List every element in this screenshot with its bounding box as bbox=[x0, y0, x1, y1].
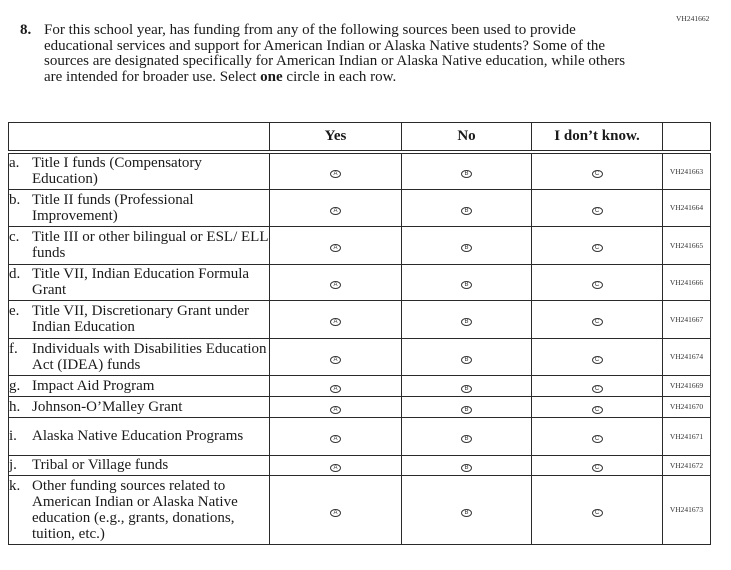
radio-bubble-a[interactable]: A bbox=[330, 406, 341, 414]
row-letter: f. bbox=[9, 340, 18, 357]
row-text: Title III or other bilingual or ESL/ ELL funds bbox=[32, 229, 268, 261]
row-variable-id: VH241670 bbox=[663, 396, 711, 417]
row-label bbox=[9, 226, 270, 264]
radio-bubble-b[interactable]: B bbox=[461, 207, 472, 215]
row-label-wrap bbox=[9, 399, 269, 415]
form-variable-id: VH241662 bbox=[676, 14, 710, 23]
radio-bubble-a[interactable]: A bbox=[330, 207, 341, 215]
table-row bbox=[9, 189, 711, 226]
radio-bubble-b[interactable]: B bbox=[461, 170, 472, 178]
row-text: Alaska Native Education Programs bbox=[32, 428, 244, 444]
row-letter: a. bbox=[9, 155, 20, 172]
option-cell bbox=[532, 375, 663, 396]
option-cell bbox=[532, 226, 663, 264]
question-emphasis: one bbox=[260, 68, 283, 85]
option-cell bbox=[270, 152, 402, 189]
row-label-wrap bbox=[9, 266, 269, 298]
radio-bubble-a[interactable]: A bbox=[330, 281, 341, 289]
row-text: Johnson-O’Malley Grant bbox=[32, 398, 183, 415]
row-letter: d. bbox=[9, 266, 21, 282]
option-cell bbox=[270, 264, 402, 300]
option-cell bbox=[402, 152, 532, 189]
table-row bbox=[9, 300, 711, 338]
radio-bubble-c[interactable]: C bbox=[592, 435, 603, 443]
row-label bbox=[9, 338, 270, 375]
row-label-wrap bbox=[9, 303, 269, 335]
option-cell bbox=[270, 338, 402, 375]
radio-bubble-c[interactable]: C bbox=[592, 509, 603, 517]
option-cell bbox=[532, 475, 663, 544]
question-text-end: circle in each row. bbox=[282, 68, 397, 85]
option-cell bbox=[532, 264, 663, 300]
option-cell bbox=[402, 417, 532, 455]
row-label bbox=[9, 300, 270, 338]
option-cell bbox=[402, 375, 532, 396]
radio-bubble-a[interactable]: A bbox=[330, 509, 341, 517]
table-row bbox=[9, 226, 711, 264]
option-cell bbox=[402, 396, 532, 417]
row-letter: i. bbox=[9, 428, 17, 444]
table-row bbox=[9, 417, 711, 455]
radio-bubble-c[interactable]: C bbox=[592, 356, 603, 364]
row-label-wrap bbox=[9, 428, 269, 444]
option-cell bbox=[532, 396, 663, 417]
table-row bbox=[9, 455, 711, 475]
row-letter: e. bbox=[9, 303, 20, 319]
row-letter: j. bbox=[9, 457, 17, 473]
row-label bbox=[9, 189, 270, 226]
radio-bubble-b[interactable]: B bbox=[461, 406, 472, 414]
table-row bbox=[9, 375, 711, 396]
row-text: Other funding sources related to American Indian or Alaska Native education (e.g., grants, donations, tuition, etc.) bbox=[32, 477, 238, 542]
radio-bubble-a[interactable]: A bbox=[330, 244, 341, 252]
radio-bubble-b[interactable]: B bbox=[461, 281, 472, 289]
row-variable-id: VH241669 bbox=[663, 375, 711, 396]
row-letter: b. bbox=[9, 191, 21, 208]
row-label-wrap bbox=[9, 378, 269, 394]
header-row bbox=[9, 123, 711, 153]
header-yes: Yes bbox=[270, 123, 402, 153]
row-variable-id: VH241665 bbox=[663, 226, 711, 264]
row-letter: g. bbox=[9, 377, 21, 394]
table-row bbox=[9, 264, 711, 300]
option-cell bbox=[532, 189, 663, 226]
grid-body bbox=[9, 152, 711, 544]
radio-bubble-b[interactable]: B bbox=[461, 385, 472, 393]
header-dont-know: I don’t know. bbox=[532, 123, 663, 153]
radio-bubble-b[interactable]: B bbox=[461, 318, 472, 326]
radio-bubble-a[interactable]: A bbox=[330, 435, 341, 443]
row-text: Impact Aid Program bbox=[32, 377, 155, 394]
row-text: Title VII, Discretionary Grant under Indian Education bbox=[32, 303, 250, 335]
option-cell bbox=[402, 338, 532, 375]
row-label bbox=[9, 455, 270, 475]
option-cell bbox=[270, 455, 402, 475]
row-text: Tribal or Village funds bbox=[32, 457, 169, 473]
option-cell bbox=[532, 338, 663, 375]
radio-bubble-a[interactable]: A bbox=[330, 385, 341, 393]
row-label bbox=[9, 375, 270, 396]
question-text-main: For this school year, has funding from any of the following sources been used to provide educational services and support for American Indian or Alaska Native students? Some of the sources are designated specifically for American Indian or Alaska Native education, while others are intended for broader use. Select bbox=[44, 22, 626, 85]
option-cell bbox=[270, 375, 402, 396]
radio-bubble-c[interactable]: C bbox=[592, 281, 603, 289]
row-variable-id: VH241671 bbox=[663, 417, 711, 455]
row-letter: h. bbox=[9, 398, 21, 415]
row-text: Title I funds (Compensatory Education) bbox=[32, 155, 202, 188]
row-label-wrap bbox=[9, 457, 269, 473]
row-label-wrap bbox=[9, 341, 269, 373]
option-cell bbox=[270, 300, 402, 338]
option-cell bbox=[402, 264, 532, 300]
radio-bubble-c[interactable]: C bbox=[592, 464, 603, 472]
radio-bubble-a[interactable]: A bbox=[330, 464, 341, 472]
radio-bubble-c[interactable]: C bbox=[592, 244, 603, 252]
radio-bubble-c[interactable]: C bbox=[592, 318, 603, 326]
table-row bbox=[9, 152, 711, 189]
row-variable-id: VH241664 bbox=[663, 189, 711, 226]
radio-bubble-a[interactable]: A bbox=[330, 356, 341, 364]
row-text: Individuals with Disabilities Education Act (IDEA) funds bbox=[32, 340, 267, 373]
option-cell bbox=[270, 417, 402, 455]
row-label bbox=[9, 396, 270, 417]
option-cell bbox=[270, 226, 402, 264]
row-letter: k. bbox=[9, 477, 21, 494]
row-letter: c. bbox=[9, 229, 20, 245]
row-variable-id: VH241667 bbox=[663, 300, 711, 338]
row-label bbox=[9, 152, 270, 189]
header-no: No bbox=[402, 123, 532, 153]
row-label-wrap bbox=[9, 155, 269, 187]
table-row bbox=[9, 396, 711, 417]
option-cell bbox=[532, 417, 663, 455]
option-cell bbox=[270, 189, 402, 226]
option-cell bbox=[402, 455, 532, 475]
header-variable bbox=[663, 123, 711, 153]
radio-bubble-a[interactable]: A bbox=[330, 170, 341, 178]
row-label bbox=[9, 264, 270, 300]
option-cell bbox=[402, 189, 532, 226]
radio-bubble-b[interactable]: B bbox=[461, 464, 472, 472]
radio-bubble-c[interactable]: C bbox=[592, 207, 603, 215]
row-variable-id: VH241663 bbox=[663, 152, 711, 189]
row-variable-id: VH241666 bbox=[663, 264, 711, 300]
option-cell bbox=[532, 300, 663, 338]
option-cell bbox=[270, 475, 402, 544]
option-cell bbox=[402, 226, 532, 264]
table-row bbox=[9, 338, 711, 375]
question-text bbox=[44, 23, 630, 85]
option-cell bbox=[532, 152, 663, 189]
option-cell bbox=[270, 396, 402, 417]
row-label bbox=[9, 417, 270, 455]
radio-bubble-b[interactable]: B bbox=[461, 509, 472, 517]
option-cell bbox=[402, 300, 532, 338]
row-variable-id: VH241674 bbox=[663, 338, 711, 375]
funding-sources-grid bbox=[8, 122, 711, 545]
row-label-wrap bbox=[9, 229, 269, 261]
option-cell bbox=[532, 455, 663, 475]
row-text: Title II funds (Professional Improvement) bbox=[32, 191, 194, 224]
radio-bubble-b[interactable]: B bbox=[461, 356, 472, 364]
row-label bbox=[9, 475, 270, 544]
row-text: Title VII, Indian Education Formula Grant bbox=[32, 266, 250, 298]
table-row bbox=[9, 475, 711, 544]
row-variable-id: VH241673 bbox=[663, 475, 711, 544]
row-variable-id: VH241672 bbox=[663, 455, 711, 475]
radio-bubble-c[interactable]: C bbox=[592, 170, 603, 178]
header-item bbox=[9, 123, 270, 153]
radio-bubble-c[interactable]: C bbox=[592, 406, 603, 414]
radio-bubble-b[interactable]: B bbox=[461, 244, 472, 252]
row-label-wrap bbox=[9, 478, 269, 542]
row-label-wrap bbox=[9, 192, 269, 224]
radio-bubble-a[interactable]: A bbox=[330, 318, 341, 326]
option-cell bbox=[402, 475, 532, 544]
question-block bbox=[20, 23, 630, 85]
radio-bubble-c[interactable]: C bbox=[592, 385, 603, 393]
question-number: 8. bbox=[20, 22, 32, 38]
radio-bubble-b[interactable]: B bbox=[461, 435, 472, 443]
